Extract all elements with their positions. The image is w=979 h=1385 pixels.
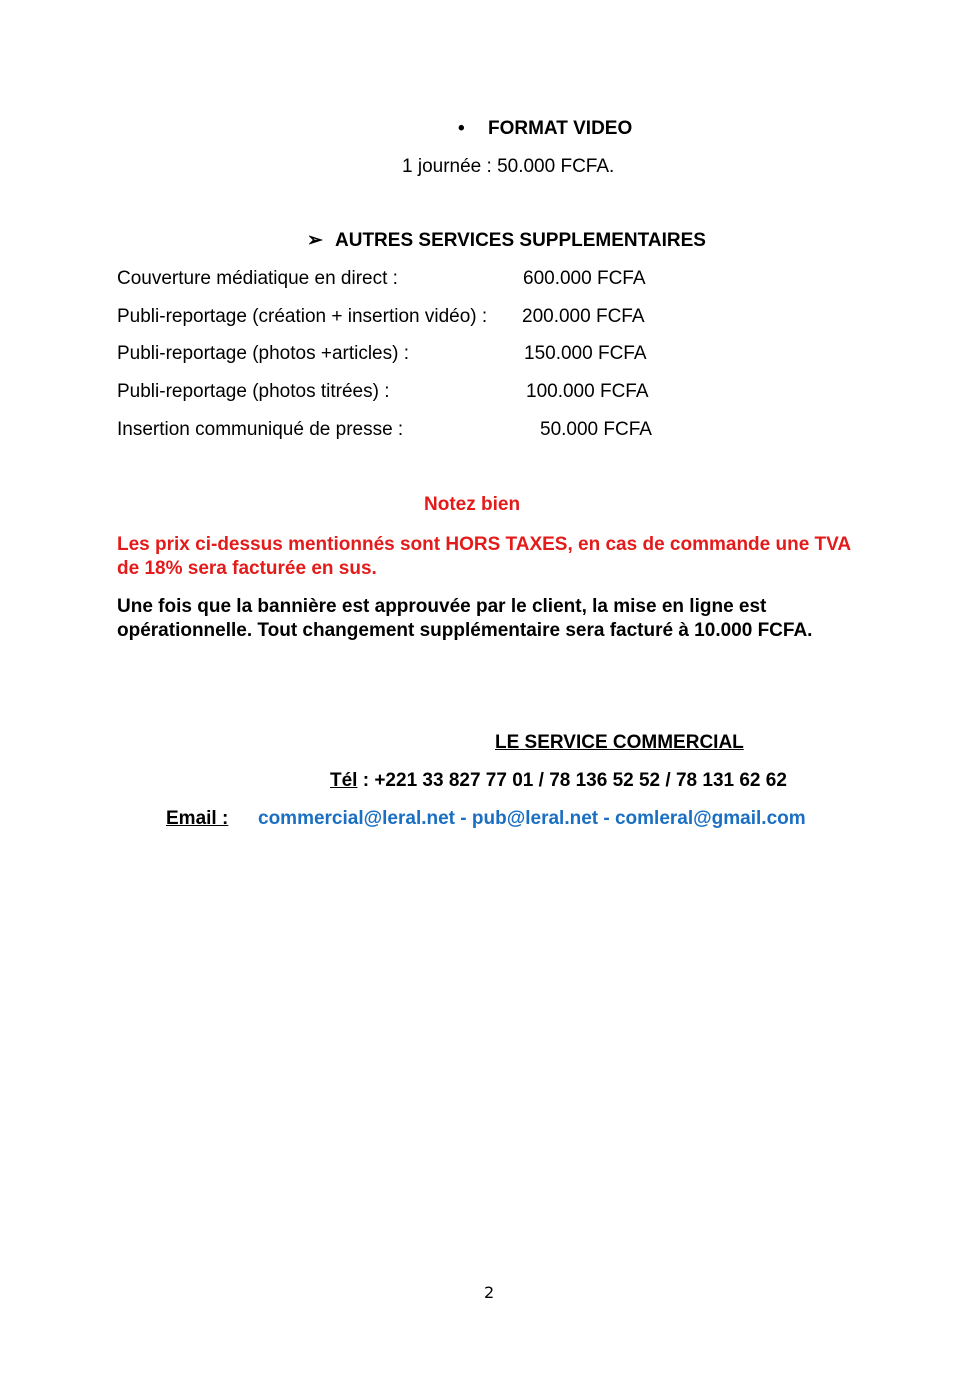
department-title: LE SERVICE COMMERCIAL (495, 732, 744, 753)
video-format-price: 1 journée : 50.000 FCFA. (402, 156, 615, 177)
notice-tax-text: Les prix ci-dessus mentionnés sont HORS TAXES, en cas de commande une TVA de 18% sera facturée en sus. (117, 534, 851, 579)
video-format-title: FORMAT VIDEO (488, 118, 633, 139)
telephone-label: Tél (330, 770, 358, 791)
service-row-price: 600.000 FCFA (523, 268, 646, 289)
service-row-price: 50.000 FCFA (540, 419, 652, 440)
service-row-label: Publi-reportage (photos titrées) : (117, 381, 390, 402)
arrow-bullet-icon: ➢ (307, 230, 323, 251)
service-row-label: Publi-reportage (photos +articles) : (117, 343, 410, 364)
service-row-label: Couverture médiatique en direct : (117, 268, 398, 289)
telephone-line (330, 770, 787, 792)
services-title: AUTRES SERVICES SUPPLEMENTAIRES (335, 230, 706, 251)
bullet-icon: • (458, 118, 465, 139)
service-row-price: 150.000 FCFA (524, 343, 647, 364)
notice-title: Notez bien (424, 494, 521, 515)
service-row-label: Insertion communiqué de presse : (117, 419, 404, 440)
service-row-price: 200.000 FCFA (522, 306, 645, 327)
services-heading (307, 230, 706, 252)
email-label: Email : (166, 808, 229, 829)
service-row-label: Publi-reportage (création + insertion vidéo) : (117, 306, 488, 327)
page-number: 2 (484, 1283, 495, 1302)
telephone-numbers: : +221 33 827 77 01 / 78 136 52 52 / 78 131 62 62 (357, 770, 787, 791)
video-format-heading (458, 118, 632, 140)
service-row-price: 100.000 FCFA (526, 381, 649, 402)
email-addresses[interactable]: commercial@leral.net - pub@leral.net - comleral@gmail.com (258, 808, 806, 829)
notice-approval-text: Une fois que la bannière est approuvée par le client, la mise en ligne est opérationnelle. Tout changement supplémentaire sera facturé à 10.000 FCFA. (117, 596, 813, 641)
